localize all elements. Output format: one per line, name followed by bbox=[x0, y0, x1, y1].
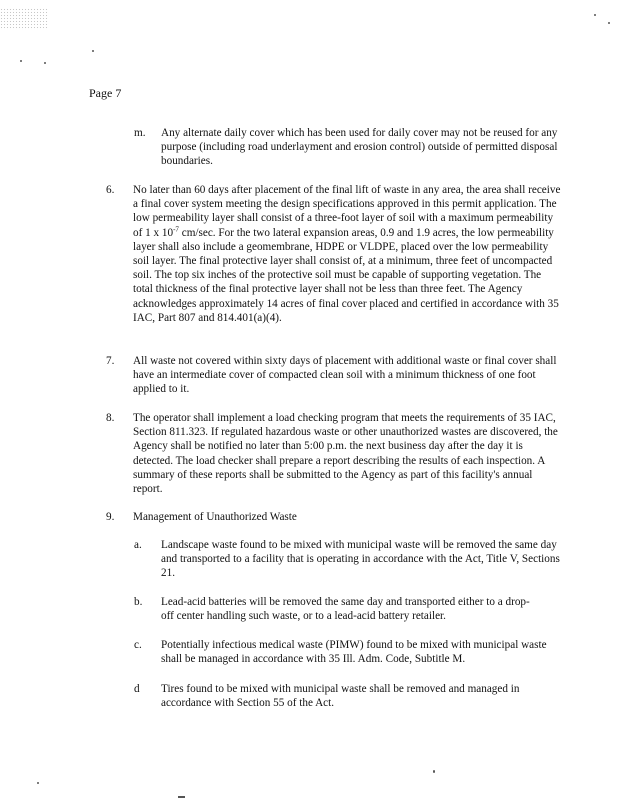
subitem-marker: c. bbox=[134, 639, 142, 651]
scan-speck bbox=[608, 22, 610, 24]
scan-noise bbox=[0, 8, 48, 30]
item-marker: 9. bbox=[106, 511, 115, 523]
scan-speck bbox=[92, 50, 94, 52]
permeability-exponent: -7 bbox=[173, 224, 179, 233]
scan-speck bbox=[44, 62, 46, 64]
scan-speck bbox=[20, 60, 22, 62]
item-9-heading: Management of Unauthorized Waste bbox=[133, 511, 297, 523]
item-6-text-part-2: cm/sec. For the two lateral expansion areas, 0.9 and 1.9 acres, the low permeability layer shall also include a geomembrane, HDPE or VLDPE, placed over the low permeability soil layer. The final protective layer shall consist of, at a minimum, three feet of uncompacted soil. The top six inches of the protective soil must be capable of supporting vegetation. The total thickness of the final protective layer shall not be less than three feet. The Agency acknowledges approximately 14 acres of final cover placed and certified in accordance with 35 IAC, Part 807 and 814.401(a)(4). bbox=[133, 226, 559, 324]
subitem-d-text: Tires found to be mixed with municipal waste shall be removed and managed in accordance with Section 55 of the Act. bbox=[161, 683, 520, 710]
item-7-text: All waste not covered within sixty days of placement with additional waste or final cover shall have an intermediate cover of compacted clean soil with a minimum thickness of one foot applied to it. bbox=[133, 355, 557, 396]
item-marker: m. bbox=[134, 127, 146, 139]
subitem-b-text: Lead-acid batteries will be removed the same day and transported either to a drop-off center handling such waste, or to a lead-acid battery retailer. bbox=[161, 596, 530, 623]
subitem-c-text: Potentially infectious medical waste (PIMW) found to be mixed with municipal waste shall be managed in accordance with 35 Ill. Adm. Code, Subtitle M. bbox=[161, 639, 547, 666]
subitem-marker: a. bbox=[134, 539, 142, 551]
scan-speck bbox=[433, 770, 435, 773]
item-marker: 8. bbox=[106, 412, 115, 424]
item-6-text bbox=[133, 183, 561, 325]
scan-speck bbox=[178, 796, 185, 798]
item-marker: 6. bbox=[106, 184, 115, 196]
item-8-text: The operator shall implement a load checking program that meets the requirements of 35 IAC, Section 811.323. If regulated hazardous waste or other unauthorized wastes are discovered, the Agency shall be notified no later than 5:00 p.m. the next business day after the day it is detected. The load checker shall prepare a report describing the results of each inspection. A summary of these reports shall be submitted to the Agency as part of this facility's annual report. bbox=[133, 412, 558, 496]
item-marker: 7. bbox=[106, 355, 115, 367]
subitem-marker: d bbox=[134, 683, 140, 695]
subitem-marker: b. bbox=[134, 596, 143, 608]
page-number: Page 7 bbox=[89, 86, 122, 100]
scan-speck bbox=[37, 782, 39, 784]
item-6-text-part-1: No later than 60 days after placement of the final lift of waste in any area, the area shall receive a final cover system meeting the design specifications approved in this permit application. The low permeability layer shall consist of a three-foot layer of soil with a maximum permeability of 1 x 10 bbox=[133, 184, 561, 239]
item-m-text: Any alternate daily cover which has been used for daily cover may not be reused for any purpose (including road underlayment and erosion control) outside of permitted disposal boundaries. bbox=[161, 127, 558, 168]
subitem-a-text: Landscape waste found to be mixed with municipal waste will be removed the same day and transported to a facility that is operating in accordance with the Act, Title V, Sections 21. bbox=[161, 539, 560, 580]
scan-speck bbox=[594, 14, 596, 16]
